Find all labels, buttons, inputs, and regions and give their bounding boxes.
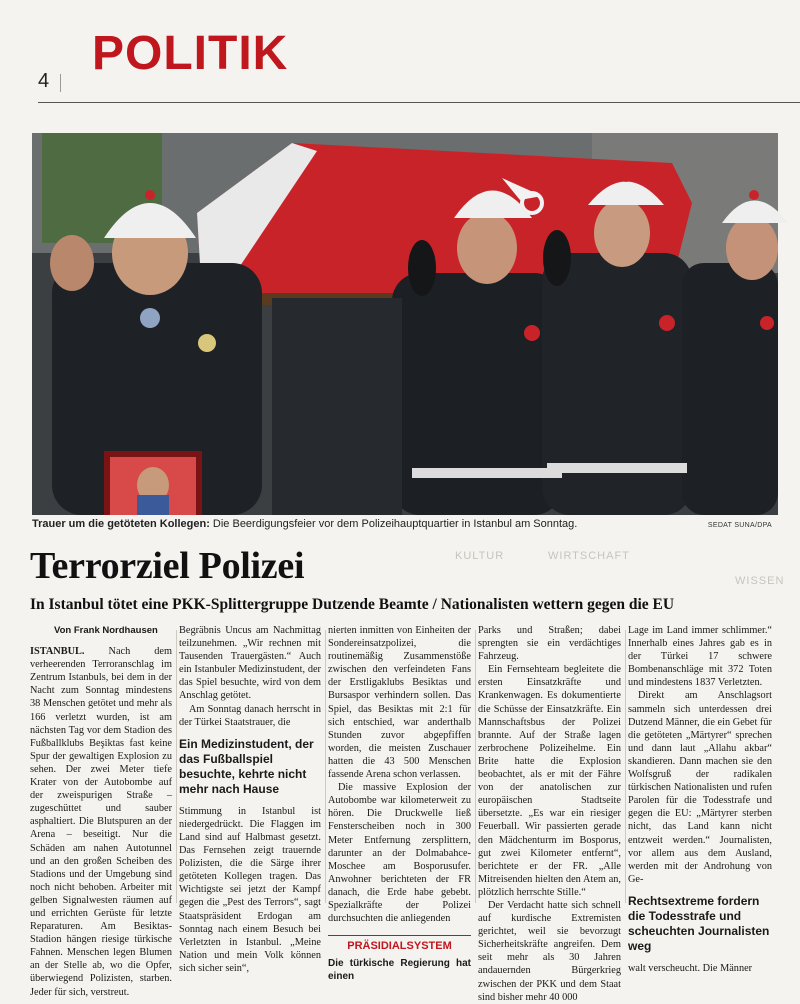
paragraph: Lage im Land immer schlimmer.“ Innerhalb eines Jahres gab es in der Türkei 17 schwere Bombenanschläge mit 372 Toten und mindestens 1837 Verletzten. [628, 625, 772, 689]
news-photo [32, 133, 778, 515]
article-column-4 [478, 624, 621, 1003]
paragraph: Die massive Explosion der Autobombe war kilometerweit zu hören. Die Druckwelle ließ Fensterscheiben noch in 300 Meter Entfernung zersplittern, darunter an der Dolmabahce-Moschee am Bosporusufer. Anwohner berichteten der FR danach, die Erde habe gebebt. Spezialkräfte der Polizei durchsuchten die anliegenden [328, 782, 471, 925]
paragraph: nierten inmitten von Einheiten der Sondereinsatzpolizei, die routinemäßig Zusammenstöße zwischen den verfeindeten Fans der Erstligaklubs Besiktas und Bursaspor verhindern sollen. Das Spiel, das Besiktas mit 2:1 für sich entschied, war anderthalb Stunden zuvor abgepfiffen worden, die meisten Zuschauer hatten die 43 500 Menschen fassende Arena schon verlassen. [328, 625, 471, 781]
paragraph: Direkt am Anschlagsort sammeln sich unterdessen drei Dutzend Männer, die ein Gebet für die getöteten „Märtyrer“ sprechen und dann laut „Allahu akbar“ skandieren. Dann machen sie den Wolfsgruß der radikalen türkischen Nationalisten und rufen Parolen für die Todesstrafe und gegen die EU: „Märtyrer sterben nicht, das Land kann nicht entzweit werden.“ Journalisten, vor allem aus dem Ausland, werden mit der Androhung von Ge- [628, 690, 772, 885]
bleed-through-left: WIRTSCHAFT [548, 550, 630, 562]
intertitle: Ein Medizinstudent, der das Fußballspiel besuchte, kehrte nicht mehr nach Hause [179, 736, 314, 796]
page-number: 4 [38, 70, 50, 92]
paragraph [30, 645, 172, 999]
section-title: POLITIK [92, 27, 289, 80]
article-column-1 [30, 624, 173, 998]
article-column-5 [628, 624, 772, 974]
article-column-3 [328, 624, 471, 983]
paragraph: walt verscheucht. Die Männer [628, 962, 753, 974]
column-divider [176, 630, 177, 903]
paragraph: Der Verdacht hatte sich schnell auf kurdische Extremisten gerichtet, weil sie bevorzugt Sicherheitskräfte angreifen. Dem seit mehr als 30 Jahren andauernden Bürgerkrieg zwischen der PKK und dem Staat sind bisher mehr 40 000 [478, 899, 621, 1003]
paragraph: Parks und Straßen; dabei sprengten sie ein verdächtiges Fahrzeug. [478, 625, 621, 663]
bleed-through-right: WISSEN [735, 575, 785, 587]
paragraph-text: Nach dem verheerenden Terroranschlag im Zentrum Istanbuls, bei dem in der Nacht zum Sonntag mindestens 38 Menschen getötet und mehr als 166 verletzt wurden, ist am nächsten Tag vor dem Stadion des Fußballklubs Beşiktas fast keine Spur der gewaltigen Explosion zu sehen. Der zwei Meter tiefe Krater von der Autobombe auf der zweispurigen Straße – zugeschüttet und sauber asphaltiert. Die Blutspuren an der Arena – beseitigt. Nur die Schäden am nahen Autotunnel und an den großen Scheiben des Stadions und der Umgebung sind noch nicht behoben. Arbeiter mit gelben Signalwesten räumen auf und errichten Gerüste für letzte Reparaturen. Am Besiktas-Stadion hängen riesige türkische Fahnen. Menschen legen Blumen an der Stelle ab, wo die Opfer, überwiegend Polizisten, starben. Jeder für sich, verstreut. [30, 646, 173, 998]
paragraph: Begräbnis Uncus am Nachmittag teilzunehmen. „Wir rechnen mit Tausenden Trauergästen.“ Auch ein Istanbuler Medizinstudent, der das Spiel besuchte, wird von dem Anschlag getötet. [179, 625, 321, 702]
article-headline: Terrorziel Polizei [30, 545, 305, 587]
article-column-2 [179, 624, 321, 974]
dateline: ISTANBUL. [30, 646, 85, 658]
photo-credit: SEDAT SUNA/DPA [707, 522, 772, 529]
column-divider [325, 630, 326, 903]
column-divider [625, 630, 626, 903]
info-box-title: PRÄSIDIALSYSTEM [328, 935, 471, 953]
intertitle: Rechtsextreme fordern die Todesstrafe und scheuchten Journalisten weg [628, 893, 770, 953]
caption-lead: Trauer um die getöteten Kollegen: [32, 518, 210, 530]
info-box-text: Die türkische Regierung hat einen [328, 958, 471, 983]
caption-text: Die Beerdigungsfeier vor dem Polizeihauptquartier in Istanbul am Sonntag. [209, 518, 578, 530]
article-subhead: In Istanbul tötet eine PKK-Splittergruppe Dutzende Beamte / Nationalisten wettern gegen die EU [30, 596, 675, 613]
column-divider [475, 630, 476, 903]
paragraph: Ein Fernsehteam begleitete die ersten Einsatzkräfte und Krankenwagen. Es dokumentierte die Schüsse der Einsatzkräfte. Ein Mannschaftsbus der Polizei brannte. Auf der Straße lagen zerbrochene Polizeihelme. Ein Brite hatte die Explosion beobachtet, als er mit der Fähre von der anatolischen zur europäischen Stadtseite übersetzte. „Es war ein riesiger Feuerball. Wir passierten gerade den Mädchenturm im Bosporus, gut zwei Kilometer entfernt“, berichtete er der FR. „Alle Mitreisenden hielten den Atem an, plötzlich herrschte Stille.“ [478, 664, 621, 898]
paragraph: Am Sonntag danach herrscht in der Türkei Staatstrauer, die [179, 703, 321, 728]
header-rule [38, 102, 800, 103]
paragraph: Stimmung in Istanbul ist niedergedrückt. Die Flaggen im Land sind auf Halbmast gesetzt. Das Fernsehen zeigt trauernde Polizisten, die die Särge ihrer getöteten Kollegen tragen. Das Wichtigste sei jetzt der Kampf gegen die „Pest des Terrors“, sagt Staatspräsident Erdogan am Sonntag nach einem Besuch bei Verletzten in Istanbul. „Meine Nation und mein Volk können sich sicher sein“, [179, 805, 321, 974]
bleed-through-mid: KULTUR [455, 550, 505, 562]
funeral-photo-illustration [32, 133, 778, 515]
photo-caption [32, 518, 592, 530]
byline: Von Frank Nordhausen [54, 625, 158, 636]
